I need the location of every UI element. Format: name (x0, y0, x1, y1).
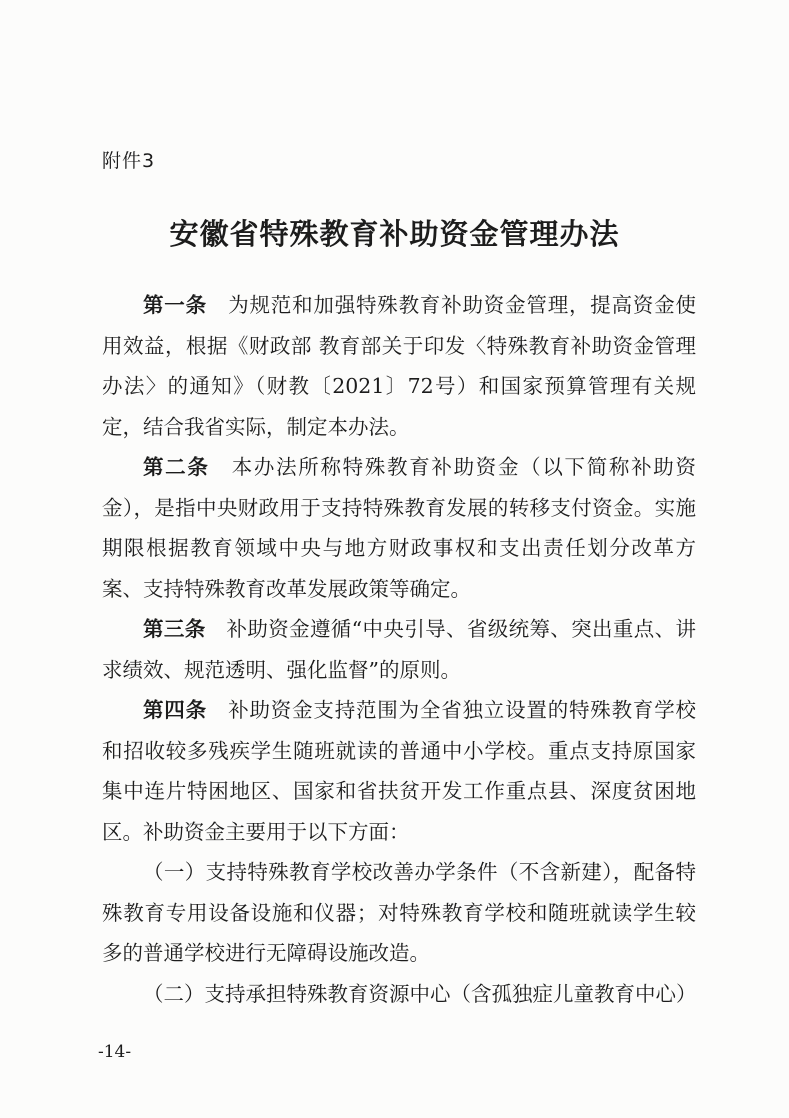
attachment-label: 附件3 (102, 150, 156, 172)
list-item-2: （二）支持承担特殊教育资源中心（含孤独症儿童教育中心） (143, 981, 697, 1006)
article-4 (102, 690, 696, 852)
article-label: 第一条 (143, 293, 207, 317)
document-title: 安徽省特殊教育补助资金管理办法 (169, 217, 620, 251)
article-3 (102, 609, 696, 690)
article-1 (102, 285, 696, 447)
article-2 (102, 447, 696, 609)
article-label: 第二条 (143, 455, 210, 479)
article-text: 本办法所称特殊教育补助资金（以下简称补助资金），是指中央财政用于支持特殊教育发展的转移支付资金。实施期限根据教育领域中央与地方财政事权和支出责任划分改革方案、支持特殊教育改革发展政策等确定。 (102, 455, 696, 601)
list-item-1: （一）支持特殊教育学校改善办学条件（不含新建），配备特殊教育专用设备设施和仪器；对特殊教育学校和随班就读学生较多的普通学校进行无障碍设施改造。 (102, 860, 696, 965)
article-label: 第三条 (143, 617, 206, 641)
article-text: 补助资金支持范围为全省独立设置的特殊教育学校和招收较多残疾学生随班就读的普通中小学校。重点支持原国家集中连片特困地区、国家和省扶贫开发工作重点县、深度贫困地区。补助资金主要用于以下方面： (102, 698, 697, 844)
article-label: 第四条 (143, 698, 207, 722)
document-body (102, 285, 696, 1014)
article-text: 为规范和加强特殊教育补助资金管理，提高资金使用效益，根据《财政部 教育部关于印发〈特殊教育补助资金管理办法〉的通知》（财教〔2021〕72号）和国家预算管理有关规定，结合我省实际，制定本办法。 (102, 293, 697, 439)
page-number: -14- (98, 1042, 132, 1062)
article-text: 补助资金遵循“中央引导、省级统筹、突出重点、讲求绩效、规范透明、强化监督”的原则。 (102, 617, 697, 682)
